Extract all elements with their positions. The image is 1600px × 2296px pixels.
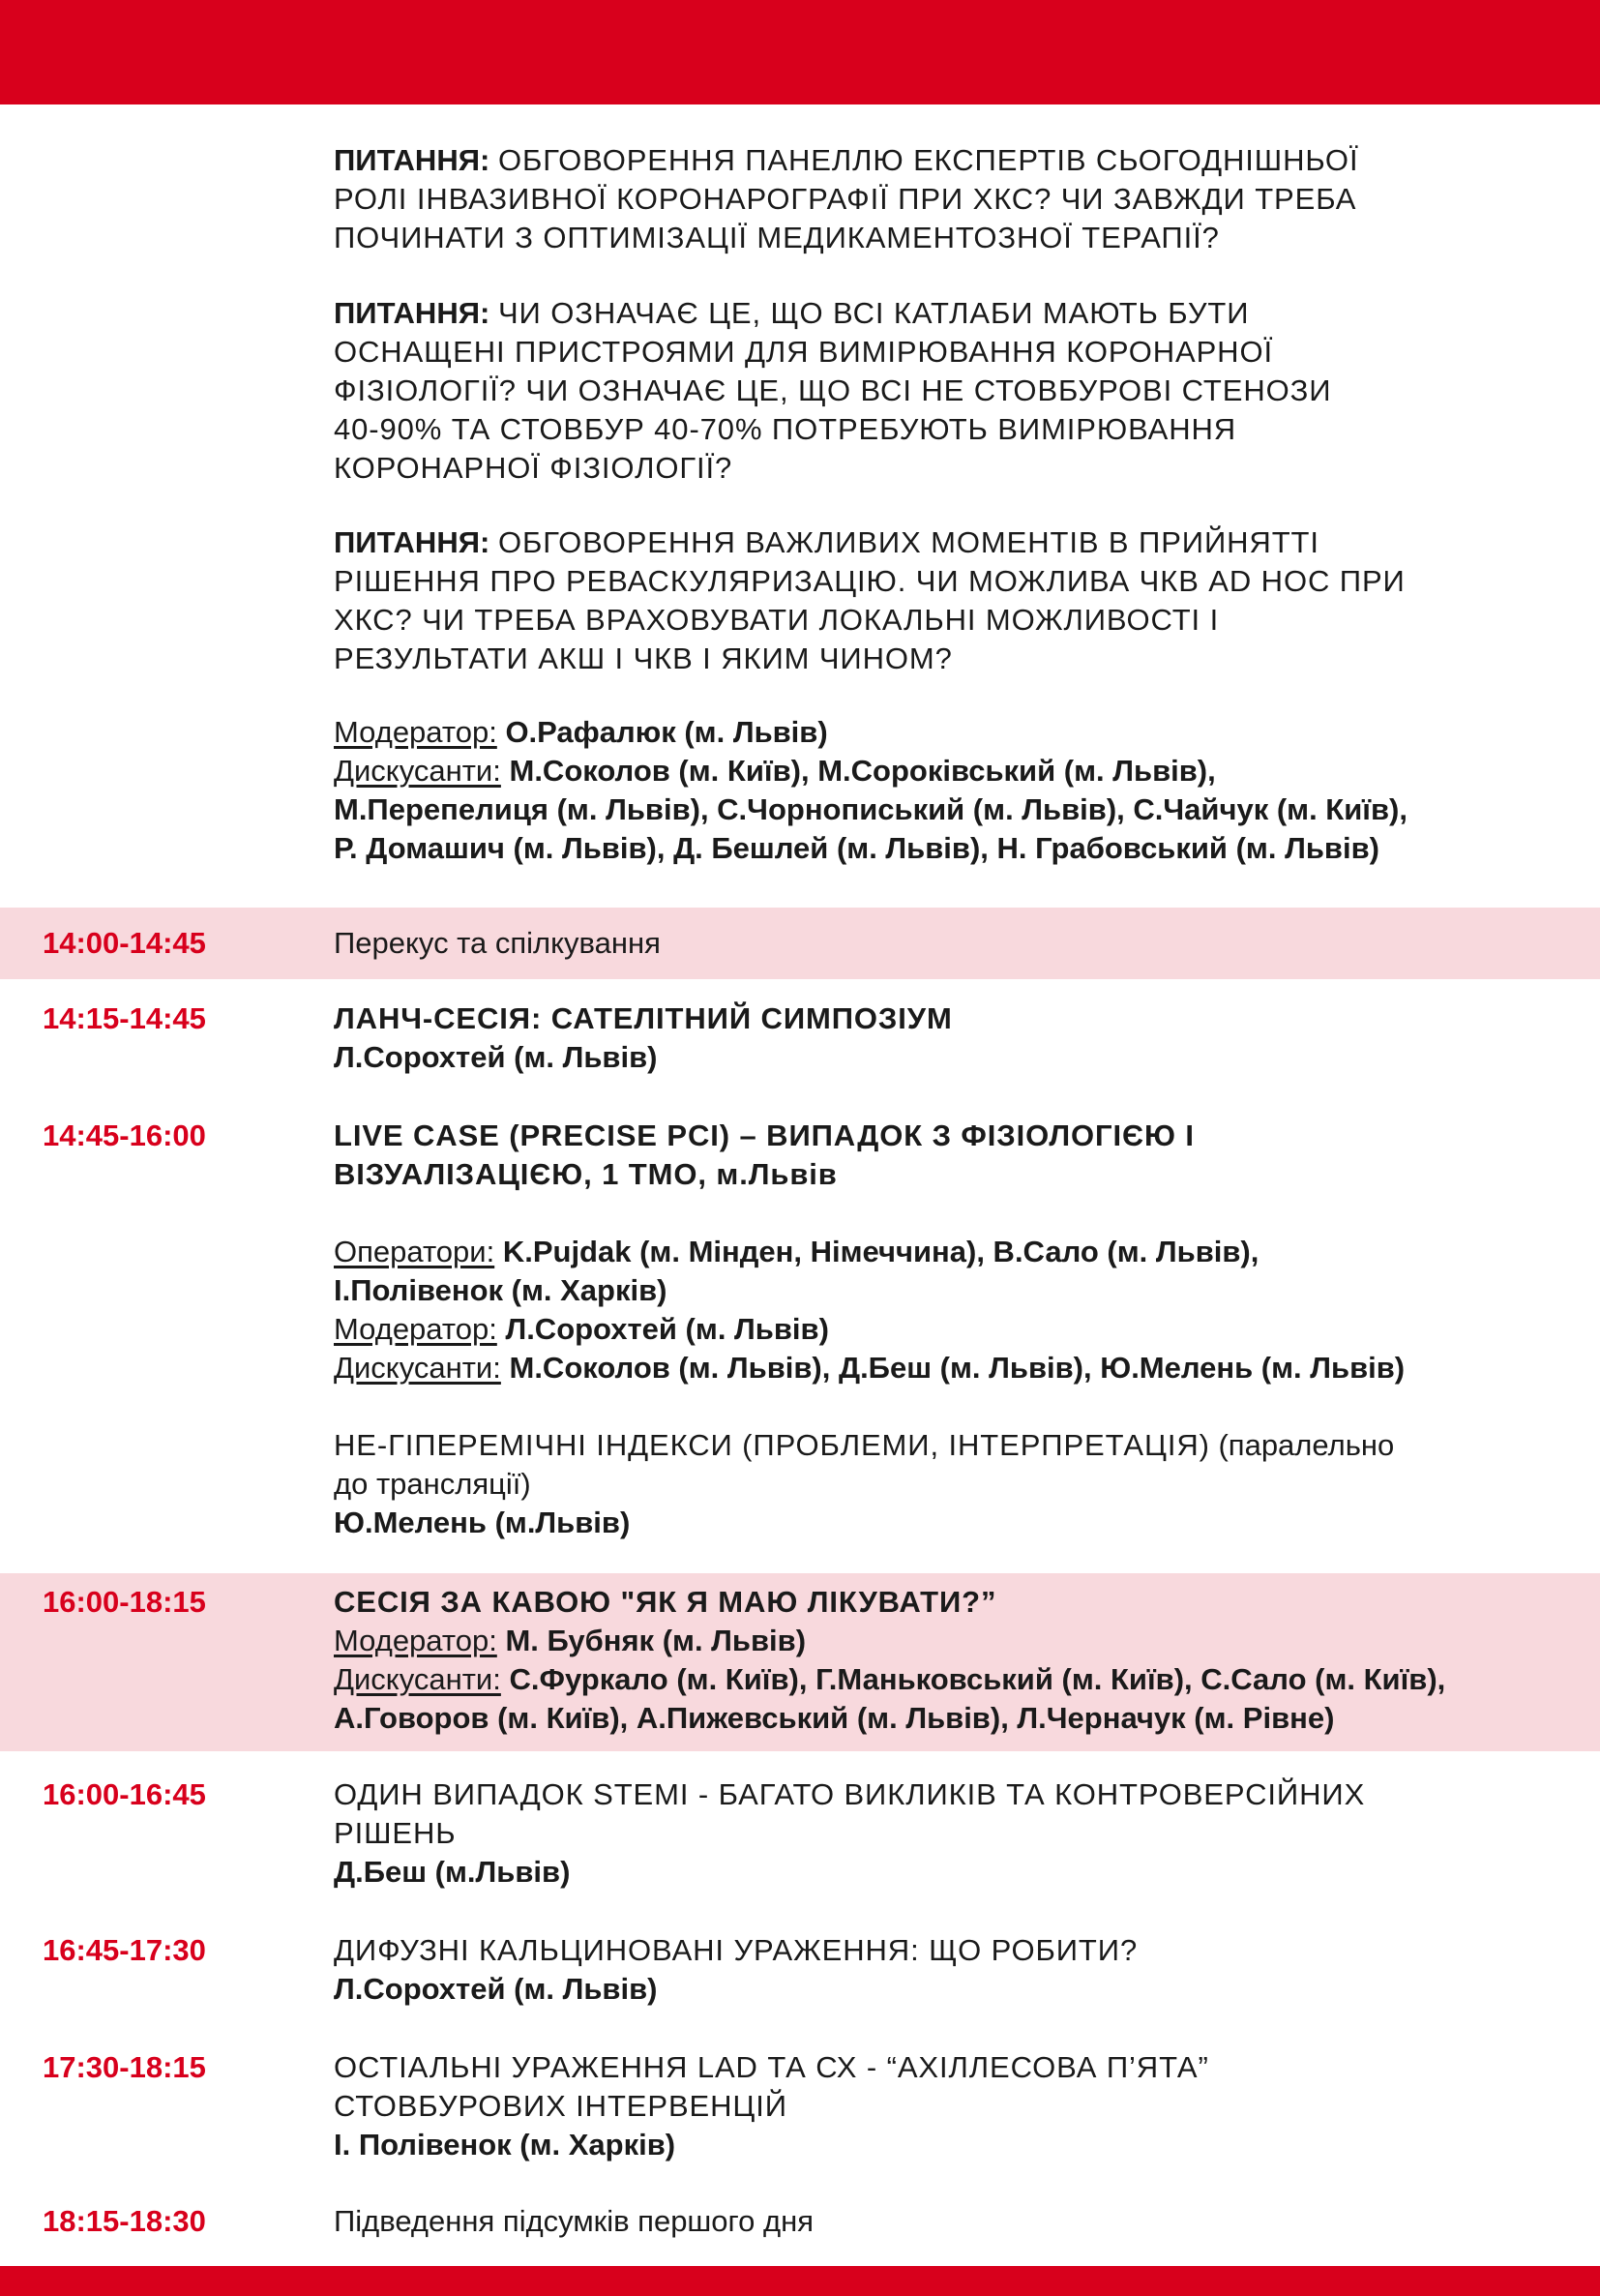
session-title: Перекус та спілкування [334,926,661,960]
session-time: 14:15-14:45 [43,1001,206,1035]
session-time: 16:45-17:30 [43,1933,206,1967]
session-speaker: І. Полівенок (м. Харків) [334,2128,676,2162]
question-3: ПИТАННЯ: ОБГОВОРЕННЯ ВАЖЛИВИХ МОМЕНТІВ В ПРИЙНЯТТІ РІШЕННЯ ПРО РЕВАСКУЛЯРИЗАЦІЮ. ЧИ МОЖЛИВА ЧКВ AD HOC ПРИ ХКС? ЧИ ТРЕБА ВРАХОВУВАТИ ЛОКАЛЬНІ МОЖЛИВОСТІ І РЕЗУЛЬТАТИ АКШ І ЧКВ І ЯКИМ ЧИНОМ? [334,525,1406,675]
session-time: 16:00-16:45 [43,1777,206,1811]
session-coffee-row: 16:00-18:15 СЕСІЯ ЗА КАВОЮ "ЯК Я МАЮ ЛІКУВАТИ?” Модератор: М. Бубняк (м. Львів) Дискусанти: С.Фуркало (м. Київ), Г.Маньковський (м. Київ), С.Сало (м. Київ), А.Говоров (м. Київ), А.Пижевський (м. Львів), Л.Черначук (м. Рівне) [0,1573,1600,1751]
session-summary-row [0,2202,1600,2241]
session-title: ОДИН ВИПАДОК STEMI - БАГАТО ВИКЛИКІВ ТА КОНТРОВЕРСІЙНИХ [334,1777,1366,1811]
bottom-banner [0,2266,1600,2296]
question-2: ПИТАННЯ: ЧИ ОЗНАЧАЄ ЦЕ, ЩО ВСІ КАТЛАБИ МАЮТЬ БУТИ ОСНАЩЕНІ ПРИСТРОЯМИ ДЛЯ ВИМІРЮВАННЯ КОРОНАРНОЇ ФІЗІОЛОГІЇ? ЧИ ОЗНАЧАЄ ЦЕ, ЩО ВСІ НЕ СТОВБУРОВІ СТЕНОЗИ 40-90% ТА СТОВБУР 40-70% ПОТРЕБУЮТЬ ВИМІРЮВАННЯ КОРОНАРНОЇ ФІЗІОЛОГІЇ? [334,296,1332,485]
session-speaker: Л.Сорохтей (м. Львів) [334,1972,658,2006]
session-title: СЕСІЯ ЗА КАВОЮ "ЯК Я МАЮ ЛІКУВАТИ?” [334,1585,997,1619]
session-speaker: Л.Сорохтей (м. Львів) [334,1040,658,1074]
session-time: 16:00-18:15 [43,1585,206,1619]
session-stemi-row: 16:00-16:45 ОДИН ВИПАДОК STEMI - БАГАТО ВИКЛИКІВ ТА КОНТРОВЕРСІЙНИХ РІШЕНЬ Д.Беш (м.Львів) [0,1775,1600,1892]
question-1: ПИТАННЯ: ОБГОВОРЕННЯ ПАНЕЛЛЮ ЕКСПЕРТІВ СЬОГОДНІШНЬОЇ РОЛІ ІНВАЗИВНОЇ КОРОНАРОГРАФІЇ ПРИ ХКС? ЧИ ЗАВЖДИ ТРЕБА ПОЧИНАТИ З ОПТИМІЗАЦІЇ МЕДИКАМЕНТОЗНОЇ ТЕРАПІЇ? [334,143,1359,254]
session-speaker: Д.Беш (м.Львів) [334,1855,571,1889]
session-title: ОСТІАЛЬНІ УРАЖЕННЯ LAD ТА СХ - “АХІЛЛЕСОВА П’ЯТА” [334,2050,1209,2084]
session-time: 17:30-18:15 [43,2050,206,2084]
top-banner [0,0,1600,104]
session-time: 14:45-16:00 [43,1118,206,1152]
session-time: 14:00-14:45 [43,926,206,960]
session-title: LIVE CASE (PRECISE PCI) – ВИПАДОК З ФІЗІОЛОГІЄЮ І [334,1118,1195,1152]
session-calcified-row [0,1931,1600,2009]
panel-participants: Модератор: О.Рафалюк (м. Львів) Дискусанти: М.Соколов (м. Київ), М.Сороківський (м. Львів), М.Перепелиця (м. Львів), С.Чорнописький (м. Львів), С.Чайчук (м. Київ), Р. Домашич (м. Львів), Д. Бешлей (м. Львів), Н. Грабовський (м. Львів) [334,715,1407,865]
session-title: Підведення підсумків першого дня [334,2204,815,2238]
session-title: ЛАНЧ-СЕСІЯ: САТЕЛІТНИЙ СИМПОЗІУМ [334,1001,953,1035]
session-time: 18:15-18:30 [43,2204,206,2238]
session-title: ДИФУЗНІ КАЛЬЦИНОВАНІ УРАЖЕННЯ: ЩО РОБИТИ? [334,1933,1139,1967]
session-live-case-row: 14:45-16:00 LIVE CASE (PRECISE PCI) – ВИПАДОК З ФІЗІОЛОГІЄЮ І ВІЗУАЛІЗАЦІЄЮ, 1 ТМО, м.Львів Оператори: K.Pujdak (м. Мінден, Німеччина), В.Сало (м. Львів), І.Полівенок (м. Харків) Модератор: Л.Сорохтей (м. Львів) Дискусанти: М.Соколов (м. Львів), Д.Беш (м. Львів), Ю.Мелень (м. Львів) НЕ-ГІПЕРЕМІЧНІ ІНДЕКСИ (ПРОБЛЕМИ, ІНТЕРПРЕТАЦІЯ) (паралельно до трансляції) Ю.Мелень (м.Львів) [0,1117,1600,1542]
session-lunch-row [0,999,1600,1087]
session-break-row [0,908,1600,979]
session-ostial-row: 17:30-18:15 ОСТІАЛЬНІ УРАЖЕННЯ LAD ТА СХ - “АХІЛЛЕСОВА П’ЯТА” СТОВБУРОВИХ ІНТЕРВЕНЦІЙ І. Полівенок (м. Харків) [0,2048,1600,2164]
